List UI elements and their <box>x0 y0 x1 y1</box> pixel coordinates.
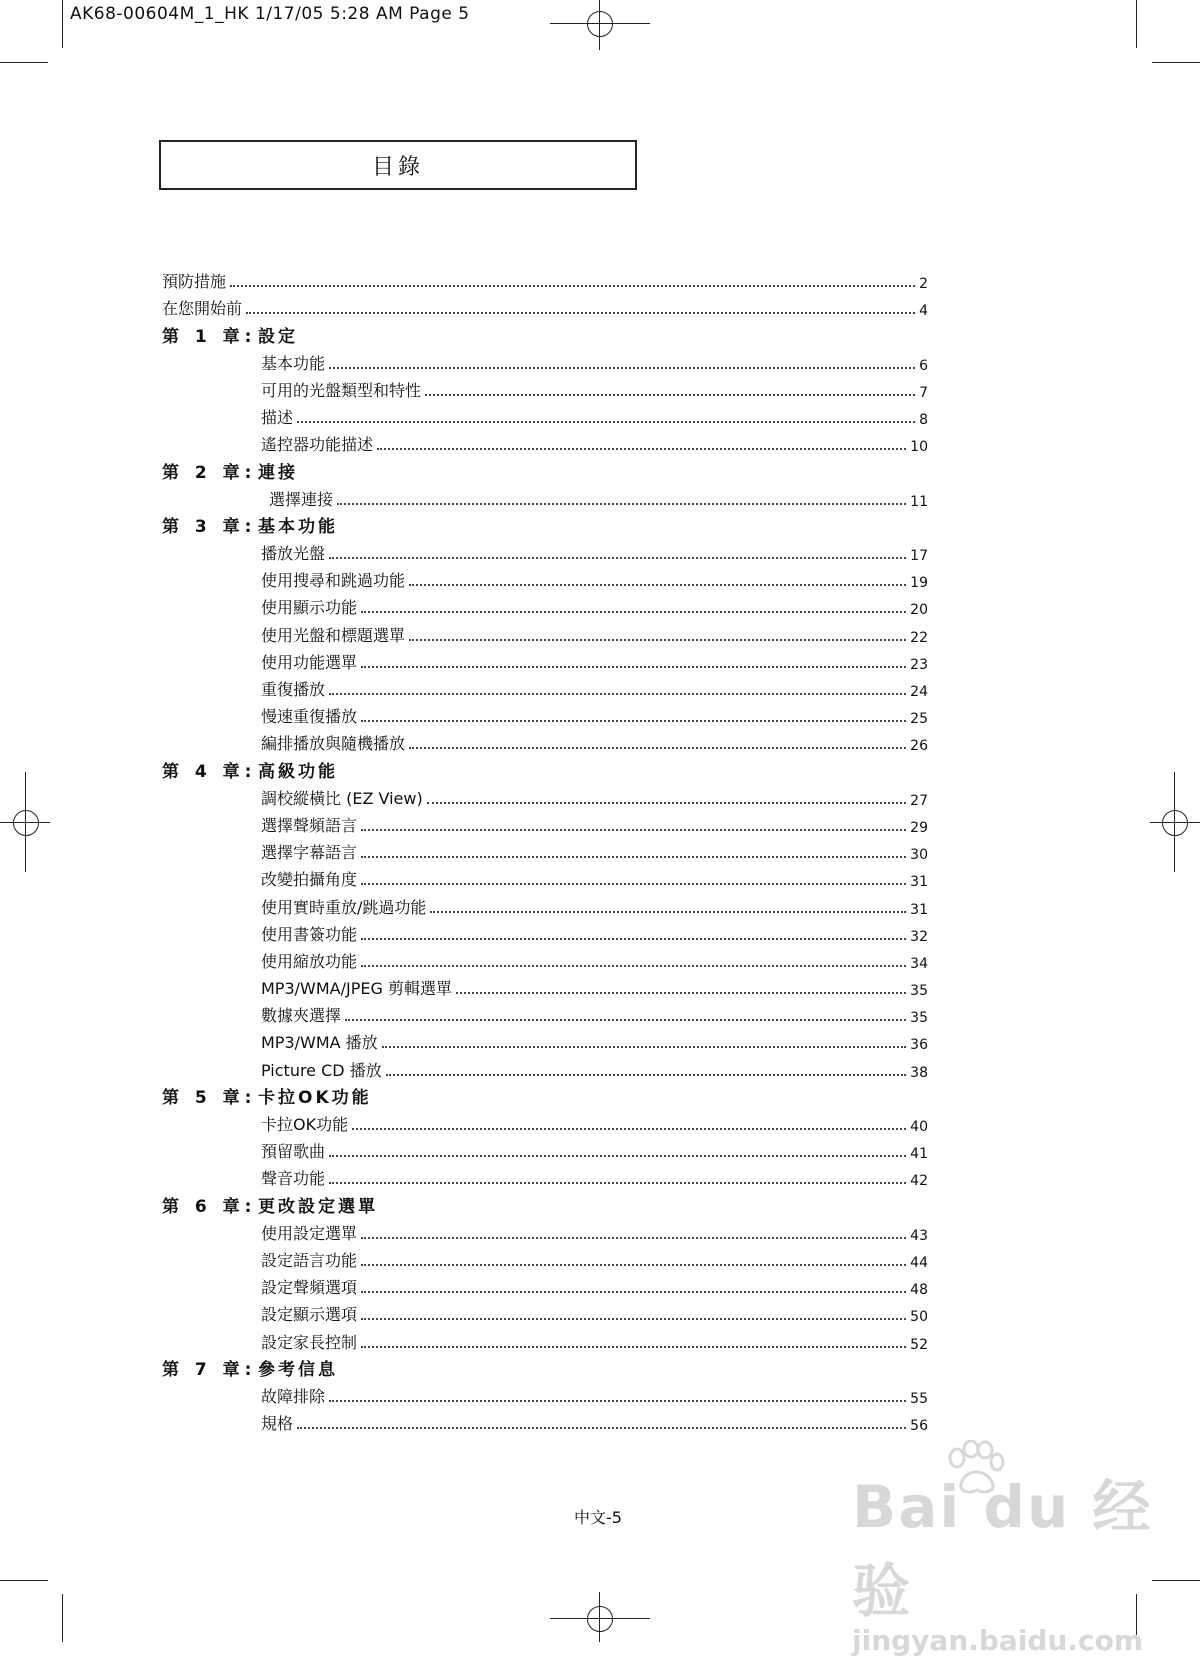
toc-entry-label: 選擇連接 <box>269 487 337 510</box>
toc-entry-page: 6 <box>915 358 928 374</box>
toc-entry-page: 25 <box>906 711 928 727</box>
toc-entry[interactable] <box>162 401 928 428</box>
toc-entry-label: 選擇聲頻語言 <box>261 813 361 836</box>
toc-entry-label: 改變拍攝角度 <box>261 867 361 890</box>
dot-leader <box>337 503 906 505</box>
dot-leader <box>329 1182 906 1184</box>
toc-title: 目錄 <box>371 154 424 180</box>
toc-entry-label: 基本功能 <box>261 351 329 374</box>
toc-entry-page: 4 <box>915 303 928 319</box>
toc-entry[interactable] <box>162 292 928 319</box>
chapter-title: 參考信息 <box>258 1359 338 1380</box>
chapter-title: 更改設定選單 <box>258 1196 378 1217</box>
chapter-number: 第 6 章: <box>162 1196 257 1217</box>
toc-entry[interactable] <box>162 618 928 645</box>
chapter-heading <box>162 455 928 482</box>
toc-entry-page: 27 <box>906 793 928 809</box>
chapter-title: 卡拉OK功能 <box>258 1087 372 1108</box>
toc-entry[interactable] <box>162 591 928 618</box>
toc-entry-label: 播放光盤 <box>261 541 329 564</box>
toc-entry-label: 卡拉OK功能 <box>261 1112 352 1135</box>
toc-entry-page: 29 <box>906 820 928 836</box>
crop-mark-top-right-v <box>1136 0 1137 48</box>
toc-entry-page: 34 <box>906 956 928 972</box>
toc-entry[interactable] <box>162 700 928 727</box>
toc-entry[interactable] <box>162 265 928 292</box>
dot-leader <box>427 802 906 804</box>
toc-entry-page: 38 <box>906 1065 928 1081</box>
toc-entry[interactable] <box>162 782 928 809</box>
toc-entry-page: 32 <box>906 929 928 945</box>
toc-entry[interactable] <box>162 945 928 972</box>
dot-leader <box>361 965 906 967</box>
dot-leader <box>361 1318 906 1320</box>
toc-entry[interactable] <box>162 863 928 890</box>
toc-entry[interactable] <box>162 727 928 754</box>
crop-mark-top-left-v <box>62 0 63 48</box>
chapter-number: 第 4 章: <box>162 761 257 782</box>
dot-leader <box>352 1128 906 1130</box>
toc-entry-label: 重復播放 <box>261 677 329 700</box>
toc-entry[interactable] <box>162 483 928 510</box>
chapter-number: 第 1 章: <box>162 326 257 347</box>
toc-entry[interactable] <box>162 537 928 564</box>
toc-entry-label: 使用功能選單 <box>261 650 361 673</box>
toc-entry-page: 17 <box>906 548 928 564</box>
dot-leader <box>329 1400 906 1402</box>
toc-entry-label: MP3/WMA/JPEG 剪輯選單 <box>261 976 456 999</box>
dot-leader <box>329 557 906 559</box>
dot-leader <box>361 938 906 940</box>
dot-leader <box>409 639 906 641</box>
toc-entry[interactable] <box>162 972 928 999</box>
toc-entry-page: 11 <box>906 494 928 510</box>
toc-entry[interactable] <box>162 428 928 455</box>
chapter-heading <box>162 1353 928 1380</box>
toc-entry-label: 使用縮放功能 <box>261 949 361 972</box>
chapter-number: 第 2 章: <box>162 462 257 483</box>
toc-entry[interactable] <box>162 1026 928 1053</box>
toc-entry[interactable] <box>162 999 928 1026</box>
toc-entry-label: 使用設定選單 <box>261 1221 361 1244</box>
dot-leader <box>382 1046 906 1048</box>
toc-entry[interactable] <box>162 1298 928 1325</box>
toc-title-box <box>159 140 637 190</box>
toc-entry-page: 42 <box>906 1173 928 1189</box>
toc-entry-page: 35 <box>906 983 928 999</box>
watermark-url: jingyan.baidu.com <box>852 1624 1144 1657</box>
toc-entry-label: 使用實時重放/跳過功能 <box>261 895 430 918</box>
chapter-number: 第 3 章: <box>162 516 257 537</box>
toc-entry[interactable] <box>162 646 928 673</box>
dot-leader <box>386 1074 906 1076</box>
dot-leader <box>361 720 906 722</box>
chapter-heading <box>162 510 928 537</box>
dot-leader <box>361 856 906 858</box>
toc-entry-label: 故障排除 <box>261 1384 329 1407</box>
toc-entry[interactable] <box>162 1108 928 1135</box>
dot-leader <box>361 1237 906 1239</box>
toc-entry[interactable] <box>162 673 928 700</box>
toc-entry[interactable] <box>162 1380 928 1407</box>
toc-entry[interactable] <box>162 890 928 917</box>
toc-entry-page: 44 <box>906 1255 928 1271</box>
toc-entry[interactable] <box>162 918 928 945</box>
dot-leader <box>345 1019 906 1021</box>
toc-entry-page: 31 <box>906 874 928 890</box>
toc-entry[interactable] <box>162 374 928 401</box>
dot-leader <box>361 1291 906 1293</box>
dot-leader <box>425 394 915 396</box>
toc-entry-label: 選擇字幕語言 <box>261 840 361 863</box>
toc-entry-label: 可用的光盤類型和特性 <box>261 378 425 401</box>
toc-entry-label: 使用顯示功能 <box>261 595 361 618</box>
toc-entry-label: 遙控器功能描述 <box>261 432 377 455</box>
toc-entry-label: 編排播放與隨機播放 <box>261 731 409 754</box>
toc-entry-page: 30 <box>906 847 928 863</box>
toc-entry-page: 7 <box>915 385 928 401</box>
dot-leader <box>456 992 906 994</box>
dot-leader <box>246 312 915 314</box>
table-of-contents <box>162 265 928 1434</box>
toc-entry-page: 20 <box>906 602 928 618</box>
dot-leader <box>329 1155 906 1157</box>
toc-entry-page: 22 <box>906 630 928 646</box>
dot-leader <box>377 448 906 450</box>
toc-entry[interactable] <box>162 1325 928 1352</box>
toc-entry[interactable] <box>162 836 928 863</box>
toc-entry-label: 使用光盤和標題選單 <box>261 623 409 646</box>
toc-entry-label: 預防措施 <box>162 269 230 292</box>
chapter-heading <box>162 1189 928 1216</box>
toc-entry-page: 8 <box>915 412 928 428</box>
toc-entry-page: 26 <box>906 738 928 754</box>
dot-leader <box>361 666 906 668</box>
toc-entry-page: 10 <box>906 439 928 455</box>
chapter-number: 第 7 章: <box>162 1359 257 1380</box>
chapter-heading <box>162 319 928 346</box>
toc-entry-page: 35 <box>906 1010 928 1026</box>
toc-entry[interactable] <box>162 1244 928 1271</box>
toc-entry-label: 使用搜尋和跳過功能 <box>261 568 409 591</box>
dot-leader <box>329 693 906 695</box>
toc-entry-page: 55 <box>906 1391 928 1407</box>
toc-entry-page: 50 <box>906 1309 928 1325</box>
toc-entry-page: 36 <box>906 1037 928 1053</box>
toc-entry-label: 規格 <box>261 1411 297 1434</box>
dot-leader <box>230 285 915 287</box>
dot-leader <box>361 1346 906 1348</box>
chapter-title: 連接 <box>258 462 298 483</box>
toc-entry[interactable] <box>162 809 928 836</box>
dot-leader <box>361 829 906 831</box>
toc-entry-page: 56 <box>906 1418 928 1434</box>
baidu-watermark <box>852 1460 1200 1657</box>
toc-entry-page: 52 <box>906 1337 928 1353</box>
chapter-title: 高級功能 <box>258 761 338 782</box>
dot-leader <box>361 1264 906 1266</box>
toc-entry-page: 43 <box>906 1228 928 1244</box>
toc-entry[interactable] <box>162 347 928 374</box>
toc-entry[interactable] <box>162 564 928 591</box>
chapter-number: 第 5 章: <box>162 1087 257 1108</box>
registration-top-circle <box>587 11 613 37</box>
crop-mark-top-right-h <box>1152 62 1200 63</box>
dot-leader <box>409 747 906 749</box>
registration-left-circle <box>13 810 39 836</box>
dot-leader <box>430 911 906 913</box>
toc-entry-page: 24 <box>906 684 928 700</box>
crop-mark-bottom-left-h <box>0 1580 48 1581</box>
toc-entry-page: 2 <box>915 276 928 292</box>
toc-entry-label: 設定顯示選項 <box>261 1302 361 1325</box>
print-slug: AK68-00604M_1_HK 1/17/05 5:28 AM Page 5 <box>70 4 470 24</box>
toc-entry[interactable] <box>162 1271 928 1298</box>
dot-leader <box>361 611 906 613</box>
toc-entry-label: 設定語言功能 <box>261 1248 361 1271</box>
toc-entry-label: 在您開始前 <box>162 296 246 319</box>
toc-entry-label: MP3/WMA 播放 <box>261 1030 382 1053</box>
crop-mark-bottom-left-v <box>62 1594 63 1642</box>
toc-entry-page: 48 <box>906 1282 928 1298</box>
dot-leader <box>297 1427 906 1429</box>
chapter-heading <box>162 1081 928 1108</box>
toc-entry-label: 調校縱橫比 (EZ View) <box>261 786 427 809</box>
toc-entry-page: 19 <box>906 575 928 591</box>
toc-entry-label: 設定聲頻選項 <box>261 1275 361 1298</box>
toc-entry[interactable] <box>162 1162 928 1189</box>
registration-right-circle <box>1162 810 1188 836</box>
toc-entry[interactable] <box>162 1135 928 1162</box>
toc-entry[interactable] <box>162 1053 928 1080</box>
page-number: 中文-5 <box>574 1508 622 1527</box>
toc-entry-page: 40 <box>906 1119 928 1135</box>
toc-entry-page: 31 <box>906 902 928 918</box>
crop-mark-top-left-h <box>0 62 48 63</box>
toc-entry-page: 41 <box>906 1146 928 1162</box>
chapter-title: 基本功能 <box>258 516 338 537</box>
toc-entry-label: 設定家長控制 <box>261 1330 361 1353</box>
toc-entry-page: 23 <box>906 657 928 673</box>
watermark-brand: Bai du 经验 <box>852 1473 1153 1625</box>
registration-bottom-circle <box>587 1606 613 1632</box>
chapter-title: 設定 <box>258 326 298 347</box>
dot-leader <box>361 883 906 885</box>
toc-entry-label: 聲音功能 <box>261 1166 329 1189</box>
toc-entry-label: 使用書簽功能 <box>261 922 361 945</box>
dot-leader <box>297 421 915 423</box>
toc-entry-label: 慢速重復播放 <box>261 704 361 727</box>
toc-entry-label: 預留歌曲 <box>261 1139 329 1162</box>
toc-entry-label: 數據夾選擇 <box>261 1003 345 1026</box>
toc-entry[interactable] <box>162 1407 928 1434</box>
chapter-heading <box>162 754 928 781</box>
paw-icon <box>945 1440 1005 1496</box>
toc-entry-label: 描述 <box>261 405 297 428</box>
toc-entry[interactable] <box>162 1217 928 1244</box>
dot-leader <box>409 584 906 586</box>
toc-entry-label: Picture CD 播放 <box>261 1058 386 1081</box>
dot-leader <box>329 367 915 369</box>
